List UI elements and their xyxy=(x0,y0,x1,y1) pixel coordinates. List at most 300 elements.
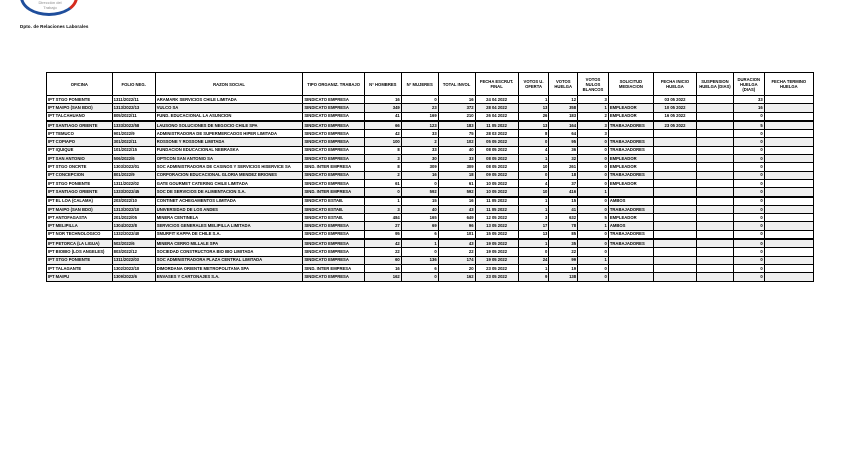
table-cell: 05 05 2022 xyxy=(475,138,518,146)
table-cell: 1 xyxy=(578,222,609,230)
table-cell: 10 05 2022 xyxy=(653,104,696,112)
table-row xyxy=(47,222,814,230)
table-cell: ROSSONE Y ROSSONE LIMITADA xyxy=(155,138,303,146)
table-cell: 101 xyxy=(438,230,475,239)
table-row xyxy=(47,214,814,222)
column-header: FOLIO NEG. xyxy=(112,73,155,96)
column-header: RAZON SOCIAL xyxy=(155,73,303,96)
table-cell: SINDICATO EMPRESA xyxy=(303,239,365,248)
table-cell: 08 05 2022 xyxy=(475,155,518,163)
column-header: VOTOS NULOS BLANCOS xyxy=(578,73,609,96)
table-cell xyxy=(697,130,734,138)
table-cell: IPT MAIPO (SAN BDO) xyxy=(47,205,113,213)
table-cell: IPT ANTOFAGASTA xyxy=(47,214,113,222)
table-cell: 10 xyxy=(518,163,549,171)
table-cell: SINDICATO EMPRESA xyxy=(303,179,365,187)
table-cell: 0 xyxy=(733,171,764,179)
table-cell xyxy=(764,112,813,121)
table-cell: TRABAJADORES xyxy=(608,230,653,239)
table-cell: IPT PETORCA (LA LIGUA) xyxy=(47,239,113,248)
table-cell: SINDICATO ESTAB. xyxy=(303,197,365,206)
table-cell: EMPLEADOR xyxy=(608,155,653,163)
table-cell: SINDICATO ESTAB. xyxy=(303,205,365,213)
table-cell: 1313/2022/13 xyxy=(112,104,155,112)
table-cell: 0 xyxy=(401,248,438,256)
table-cell: 09 05 2022 xyxy=(475,171,518,179)
table-cell: 0 xyxy=(733,273,764,281)
table-cell: 0 xyxy=(733,138,764,146)
table-cell: 0 xyxy=(733,146,764,154)
table-cell xyxy=(608,256,653,264)
table-cell: 632 xyxy=(549,214,578,222)
table-cell: FUNDACION EDUCACIONAL NEBRASKA xyxy=(155,146,303,154)
table-cell: 8 xyxy=(364,146,401,154)
table-cell: SOCIEDAD CONSTRUCTORA BIO BIO LIMITADA xyxy=(155,248,303,256)
table-cell: 0 xyxy=(578,197,609,206)
table-cell: EMPLEADOR xyxy=(608,104,653,112)
table-cell xyxy=(653,171,696,179)
table-cell: 41 xyxy=(549,205,578,213)
table-row xyxy=(47,155,814,163)
table-cell xyxy=(608,96,653,104)
table-cell: 0 xyxy=(578,155,609,163)
table-cell xyxy=(764,197,813,206)
table-cell: 8 xyxy=(364,163,401,171)
table-cell: 0 xyxy=(578,230,609,239)
table-cell: IPT SAN ANTONIO xyxy=(47,155,113,163)
table-cell: TRABAJADORES xyxy=(608,239,653,248)
table-cell: 349 xyxy=(364,104,401,112)
table-cell: EMPLEADOR xyxy=(608,179,653,187)
table-cell: SINDICATO EMPRESA xyxy=(303,273,365,281)
table-cell: 309 xyxy=(438,163,475,171)
column-header: FECHA INICIO HUELGA xyxy=(653,73,696,96)
table-cell: SINDICATO EMPRESA xyxy=(303,121,365,130)
table-header-row xyxy=(47,73,814,96)
table-cell xyxy=(653,239,696,248)
table-cell: 100 xyxy=(364,138,401,146)
table-cell: 5 xyxy=(733,121,764,130)
table-cell: 101/2022/15 xyxy=(112,146,155,154)
table-cell: 12 xyxy=(549,96,578,104)
table-cell: 85 xyxy=(549,230,578,239)
table-cell: 33 xyxy=(401,146,438,154)
table-cell: 0 xyxy=(733,197,764,206)
table-cell: 0 xyxy=(733,264,764,272)
table-cell: 75 xyxy=(438,130,475,138)
table-cell xyxy=(697,273,734,281)
table-cell xyxy=(697,214,734,222)
table-cell: SINDICATO EMPRESA xyxy=(303,171,365,179)
table-cell xyxy=(764,222,813,230)
table-cell: 0 xyxy=(578,179,609,187)
table-cell: 99 xyxy=(549,256,578,264)
table-cell: LAUSONO SOLUCIONES DE NEGOCIO CHILE SPA xyxy=(155,121,303,130)
table-row xyxy=(47,179,814,187)
table-cell: 0 xyxy=(733,205,764,213)
table-cell: EMPLEADOR xyxy=(608,112,653,121)
table-cell: 3 xyxy=(578,130,609,138)
table-cell: 42 xyxy=(364,130,401,138)
table-cell: IPT SANTIAGO ORIENTE xyxy=(47,188,113,197)
table-cell: SINDICATO EMPRESA xyxy=(303,256,365,264)
table-cell: 20 xyxy=(438,264,475,272)
table-cell: 19 05 2022 xyxy=(475,248,518,256)
table-cell xyxy=(697,171,734,179)
table-cell: 261 xyxy=(549,163,578,171)
table-cell: 592 xyxy=(401,188,438,197)
table-cell: 801/2022/9 xyxy=(112,171,155,179)
table-cell xyxy=(764,264,813,272)
logo-text xyxy=(26,0,74,10)
table-cell: 23 05 2022 xyxy=(653,121,696,130)
table-cell: 6 xyxy=(401,230,438,239)
table-cell: 16 xyxy=(733,104,764,112)
table-cell xyxy=(764,130,813,138)
table-cell: 0 xyxy=(733,214,764,222)
table-cell: 164 xyxy=(549,121,578,130)
table-cell xyxy=(653,155,696,163)
table-cell: 08 05 2022 xyxy=(475,163,518,171)
table-cell xyxy=(764,256,813,264)
table-cell: SMURFIT KAPPA DE CHILE S.A. xyxy=(155,230,303,239)
table-cell xyxy=(697,112,734,121)
table-cell xyxy=(764,104,813,112)
table-row xyxy=(47,96,814,104)
table-cell: IPT STGO PONIENTE xyxy=(47,256,113,264)
table-cell: 0 xyxy=(733,155,764,163)
table-cell xyxy=(697,239,734,248)
table-cell: SINDICATO EMPRESA xyxy=(303,138,365,146)
table-cell xyxy=(653,256,696,264)
table-cell: CORPORACION EDUCACIONAL GLORIA MENDEZ BRIONES xyxy=(155,171,303,179)
table-cell: 1 xyxy=(518,197,549,206)
table-cell: 162 xyxy=(438,273,475,281)
table-cell: 0 xyxy=(733,163,764,171)
table-cell: 19 xyxy=(549,264,578,272)
column-header: OFICINA xyxy=(47,73,113,96)
table-cell: 649 xyxy=(438,214,475,222)
table-cell: 15 xyxy=(401,197,438,206)
table-cell: 18 xyxy=(438,171,475,179)
table-cell: IPT STGO ONCRTE xyxy=(47,163,113,171)
table-cell: SINDICATO EMPRESA xyxy=(303,130,365,138)
table-cell: 95 xyxy=(364,230,401,239)
table-cell xyxy=(697,222,734,230)
table-cell: 0 xyxy=(518,138,549,146)
table-cell: IPT TEMUCO xyxy=(47,130,113,138)
table-cell: IPT CONCEPCION xyxy=(47,171,113,179)
table-cell: 2 xyxy=(578,112,609,121)
table-row xyxy=(47,273,814,281)
table-cell xyxy=(764,179,813,187)
table-cell: 0 xyxy=(733,130,764,138)
table-cell: VULCO SA xyxy=(155,104,303,112)
table-cell xyxy=(697,96,734,104)
table-cell xyxy=(764,138,813,146)
column-header: VOTOS HUELGA xyxy=(549,73,578,96)
table-cell: 23 05 2022 xyxy=(475,264,518,272)
table-cell xyxy=(764,214,813,222)
table-cell: 66 xyxy=(364,121,401,130)
strikes-table xyxy=(46,72,814,282)
table-cell: SINDICATO EMPRESA xyxy=(303,248,365,256)
table-row xyxy=(47,138,814,146)
table-cell: 1 xyxy=(518,264,549,272)
table-cell xyxy=(653,273,696,281)
table-cell xyxy=(697,179,734,187)
table-cell: 592 xyxy=(438,188,475,197)
table-cell: 1313/2022/10 xyxy=(112,205,155,213)
table-cell xyxy=(653,222,696,230)
table-cell xyxy=(608,188,653,197)
table-row xyxy=(47,121,814,130)
table-cell: 502/2022/6 xyxy=(112,239,155,248)
table-cell: 3 xyxy=(364,205,401,213)
table-cell: 1302/2022/10 xyxy=(112,264,155,272)
table-cell: 32 xyxy=(549,155,578,163)
table-cell: IPT MAIPO (SAN BDO) xyxy=(47,104,113,112)
table-cell xyxy=(764,171,813,179)
table-cell xyxy=(697,146,734,154)
table-cell: 1 xyxy=(578,256,609,264)
table-cell: 1 xyxy=(364,197,401,206)
table-cell: 37 xyxy=(549,179,578,187)
column-header: TOTAL INVOL xyxy=(438,73,475,96)
table-row xyxy=(47,264,814,272)
table-cell: 11 05 2022 xyxy=(475,205,518,213)
table-cell xyxy=(764,163,813,171)
table-cell: DIMORDANA ORIENTE METROPOLITANA SPA xyxy=(155,264,303,272)
table-cell: 3 xyxy=(518,214,549,222)
table-cell: 1 xyxy=(401,239,438,248)
table-cell: IPT EL LOA (CALAMA) xyxy=(47,197,113,206)
table-cell: 41 xyxy=(364,112,401,121)
table-cell xyxy=(697,205,734,213)
direccion-del-trabajo-logo xyxy=(20,0,82,18)
table-cell: 61 xyxy=(438,179,475,187)
table-cell: CONTINET ACHEGAMENTOS LIMITADA xyxy=(155,197,303,206)
table-cell xyxy=(653,179,696,187)
table-cell xyxy=(764,239,813,248)
table-cell: OPTICON SAN ANTONIO SA xyxy=(155,155,303,163)
table-cell: 309 xyxy=(401,163,438,171)
table-cell: FUND. EDUCACIONAL LA ASUNCION xyxy=(155,112,303,121)
table-cell: SOC DE SERVICIOS DE ALIMENTACION S.A. xyxy=(155,188,303,197)
logo-text-line2: Trabajo xyxy=(43,5,57,10)
table-cell xyxy=(697,197,734,206)
table-cell: 30 xyxy=(401,155,438,163)
table-cell: IPT TALAGANTE xyxy=(47,264,113,272)
table-cell: 506/2022/6 xyxy=(112,155,155,163)
table-cell: 08 05 2022 xyxy=(475,146,518,154)
table-cell: 22 xyxy=(364,248,401,256)
table-cell xyxy=(653,130,696,138)
table-row xyxy=(47,112,814,121)
table-cell: 0 xyxy=(578,239,609,248)
table-cell xyxy=(764,230,813,239)
table-cell: 22 xyxy=(438,248,475,256)
table-cell: 201/2022/05 xyxy=(112,214,155,222)
table-cell: 484 xyxy=(364,214,401,222)
table-cell: TRABAJADORES xyxy=(608,205,653,213)
table-cell: 102 xyxy=(438,138,475,146)
table-cell: TRABAJADORES xyxy=(608,121,653,130)
table-cell: 0 xyxy=(578,273,609,281)
table-cell xyxy=(653,264,696,272)
table-cell: MINERA CERRO MILLALE SPA xyxy=(155,239,303,248)
table-cell xyxy=(653,214,696,222)
table-cell: 16 xyxy=(438,96,475,104)
table-cell: 1309/2022/6 xyxy=(112,273,155,281)
table-cell xyxy=(764,188,813,197)
table-row xyxy=(47,205,814,213)
table-cell: 2 xyxy=(401,138,438,146)
table-cell: 13 xyxy=(518,104,549,112)
table-cell: TRABAJADORES xyxy=(608,138,653,146)
table-cell xyxy=(697,163,734,171)
column-header: TIPO ORGANIZ. TRABAJO xyxy=(303,73,365,96)
table-cell: 13 xyxy=(518,230,549,239)
table-cell: 0 xyxy=(518,248,549,256)
table-cell: 15 xyxy=(549,197,578,206)
table-cell: SINDICATO EMPRESA xyxy=(303,112,365,121)
table-cell: 1311/2022/02 xyxy=(112,179,155,187)
table-cell: 1 xyxy=(578,188,609,197)
table-cell: 301/2022/11 xyxy=(112,138,155,146)
table-cell: 60 xyxy=(364,256,401,264)
table-cell: 0 xyxy=(578,205,609,213)
table-cell: 123 xyxy=(401,121,438,130)
table-cell: 33 xyxy=(438,155,475,163)
table-cell: 1311/2022/11 xyxy=(112,96,155,104)
table-cell: 1332/2022/40 xyxy=(112,230,155,239)
table-cell: SINDICATO EMPRESA xyxy=(303,146,365,154)
table-cell: SIND. INTER EMPRESA xyxy=(303,264,365,272)
table-cell: 11 05 2022 xyxy=(475,197,518,206)
table-row xyxy=(47,163,814,171)
table-cell: 96 xyxy=(438,222,475,230)
table-cell xyxy=(697,104,734,112)
table-cell: 40 xyxy=(401,205,438,213)
table-cell: 26 04 2022 xyxy=(475,112,518,121)
table-cell: SINDICATO EMPRESA xyxy=(303,222,365,230)
table-cell: 0 xyxy=(578,171,609,179)
table-cell: 16 xyxy=(401,171,438,179)
table-cell: 1311/2022/03 xyxy=(112,256,155,264)
table-cell: IPT TALCAHUANO xyxy=(47,112,113,121)
table-cell: SINDICATO EMPRESA xyxy=(303,104,365,112)
table-cell: 24 04 2022 xyxy=(475,96,518,104)
table-cell: ARAMARK SERVICIOS CHILE LIMITADA xyxy=(155,96,303,104)
table-cell: 10 05 2022 xyxy=(475,188,518,197)
table-row xyxy=(47,130,814,138)
table-cell: 0 xyxy=(401,96,438,104)
table-cell: 416 xyxy=(549,188,578,197)
table-cell: EMPLEADOR xyxy=(608,214,653,222)
table-cell: 03 05 2022 xyxy=(653,96,696,104)
table-cell: 69 xyxy=(401,222,438,230)
table-cell xyxy=(608,248,653,256)
table-cell: 2 xyxy=(364,171,401,179)
table-cell: 15 05 2022 xyxy=(475,230,518,239)
table-cell xyxy=(764,96,813,104)
table-cell: 203/2022/10 xyxy=(112,197,155,206)
table-cell: 138 xyxy=(549,273,578,281)
table-cell: 0 xyxy=(578,248,609,256)
column-header: DURACION HUELGA (DIAS) xyxy=(733,73,764,96)
table-cell: 803/2022/12 xyxy=(112,248,155,256)
table-cell xyxy=(653,205,696,213)
table-cell: 183 xyxy=(438,121,475,130)
table-row xyxy=(47,230,814,239)
table-cell: IPT SANTIAGO ORIENTE xyxy=(47,121,113,130)
table-cell: 64 xyxy=(549,130,578,138)
table-cell: 1303/2022/01 xyxy=(112,163,155,171)
table-cell: UNIVERSIDAD DE LOS ANDES xyxy=(155,205,303,213)
table-cell xyxy=(697,264,734,272)
table-cell: 13 xyxy=(518,121,549,130)
table-cell xyxy=(697,188,734,197)
table-cell: 3 xyxy=(578,96,609,104)
table-cell: TRABAJADORES xyxy=(608,171,653,179)
table-cell: GATE GOURMET CATERING CHILE LIMITADA xyxy=(155,179,303,187)
table-cell: 5 xyxy=(578,214,609,222)
table-cell: 43 xyxy=(438,205,475,213)
table-cell: 33 xyxy=(733,96,764,104)
table-cell xyxy=(697,230,734,239)
table-cell: SIND. INTER EMPRESA xyxy=(303,163,365,171)
table-cell xyxy=(697,256,734,264)
table-cell: 4 xyxy=(518,179,549,187)
table-cell: 36 xyxy=(549,146,578,154)
table-cell: 901/2022/9 xyxy=(112,130,155,138)
table-row xyxy=(47,146,814,154)
table-cell: 162 xyxy=(364,273,401,281)
table-cell: 24 xyxy=(518,256,549,264)
table-cell: 0 xyxy=(578,138,609,146)
table-cell: 13 05 2022 xyxy=(475,222,518,230)
table-cell xyxy=(653,138,696,146)
table-cell: IPT IQUIQUE xyxy=(47,146,113,154)
table-cell: 10 xyxy=(518,188,549,197)
column-header: N° MUJERES xyxy=(401,73,438,96)
table-cell: IPT MELIPILLA xyxy=(47,222,113,230)
table-cell: SERVICIOS GENERALES MELIPILLA LIMITADA xyxy=(155,222,303,230)
table-cell: 1 xyxy=(518,205,549,213)
table-cell: ADMINISTRADORA DE SUPERMERCADOS HIPER LIMITADA xyxy=(155,130,303,138)
column-header: FECHA TERMINO HUELGA xyxy=(764,73,813,96)
department-label: Dpto. de Relaciones Laborales xyxy=(20,24,89,29)
table-cell: 8 xyxy=(518,130,549,138)
table-cell: 1333/2022/45 xyxy=(112,188,155,197)
table-cell xyxy=(697,138,734,146)
table-cell: 19 05 2022 xyxy=(475,256,518,264)
table-cell: 4 xyxy=(518,146,549,154)
logo-text-line1: Dirección del xyxy=(38,0,62,5)
table-cell: 0 xyxy=(578,264,609,272)
table-cell: SINDICATO ESTAB. xyxy=(303,214,365,222)
table-cell: 40 xyxy=(438,146,475,154)
table-cell: 0 xyxy=(578,163,609,171)
table-cell: 27 xyxy=(364,222,401,230)
table-cell: IPT BIOBIO (LOS ANGELES) xyxy=(47,248,113,256)
table-cell xyxy=(653,146,696,154)
table-row xyxy=(47,104,814,112)
table-cell: 136 xyxy=(401,256,438,264)
table-cell: SOC ADMINISTRADORA DE CASINOS Y SERVICIOS HISERVICE SA xyxy=(155,163,303,171)
table-cell: 42 xyxy=(364,239,401,248)
